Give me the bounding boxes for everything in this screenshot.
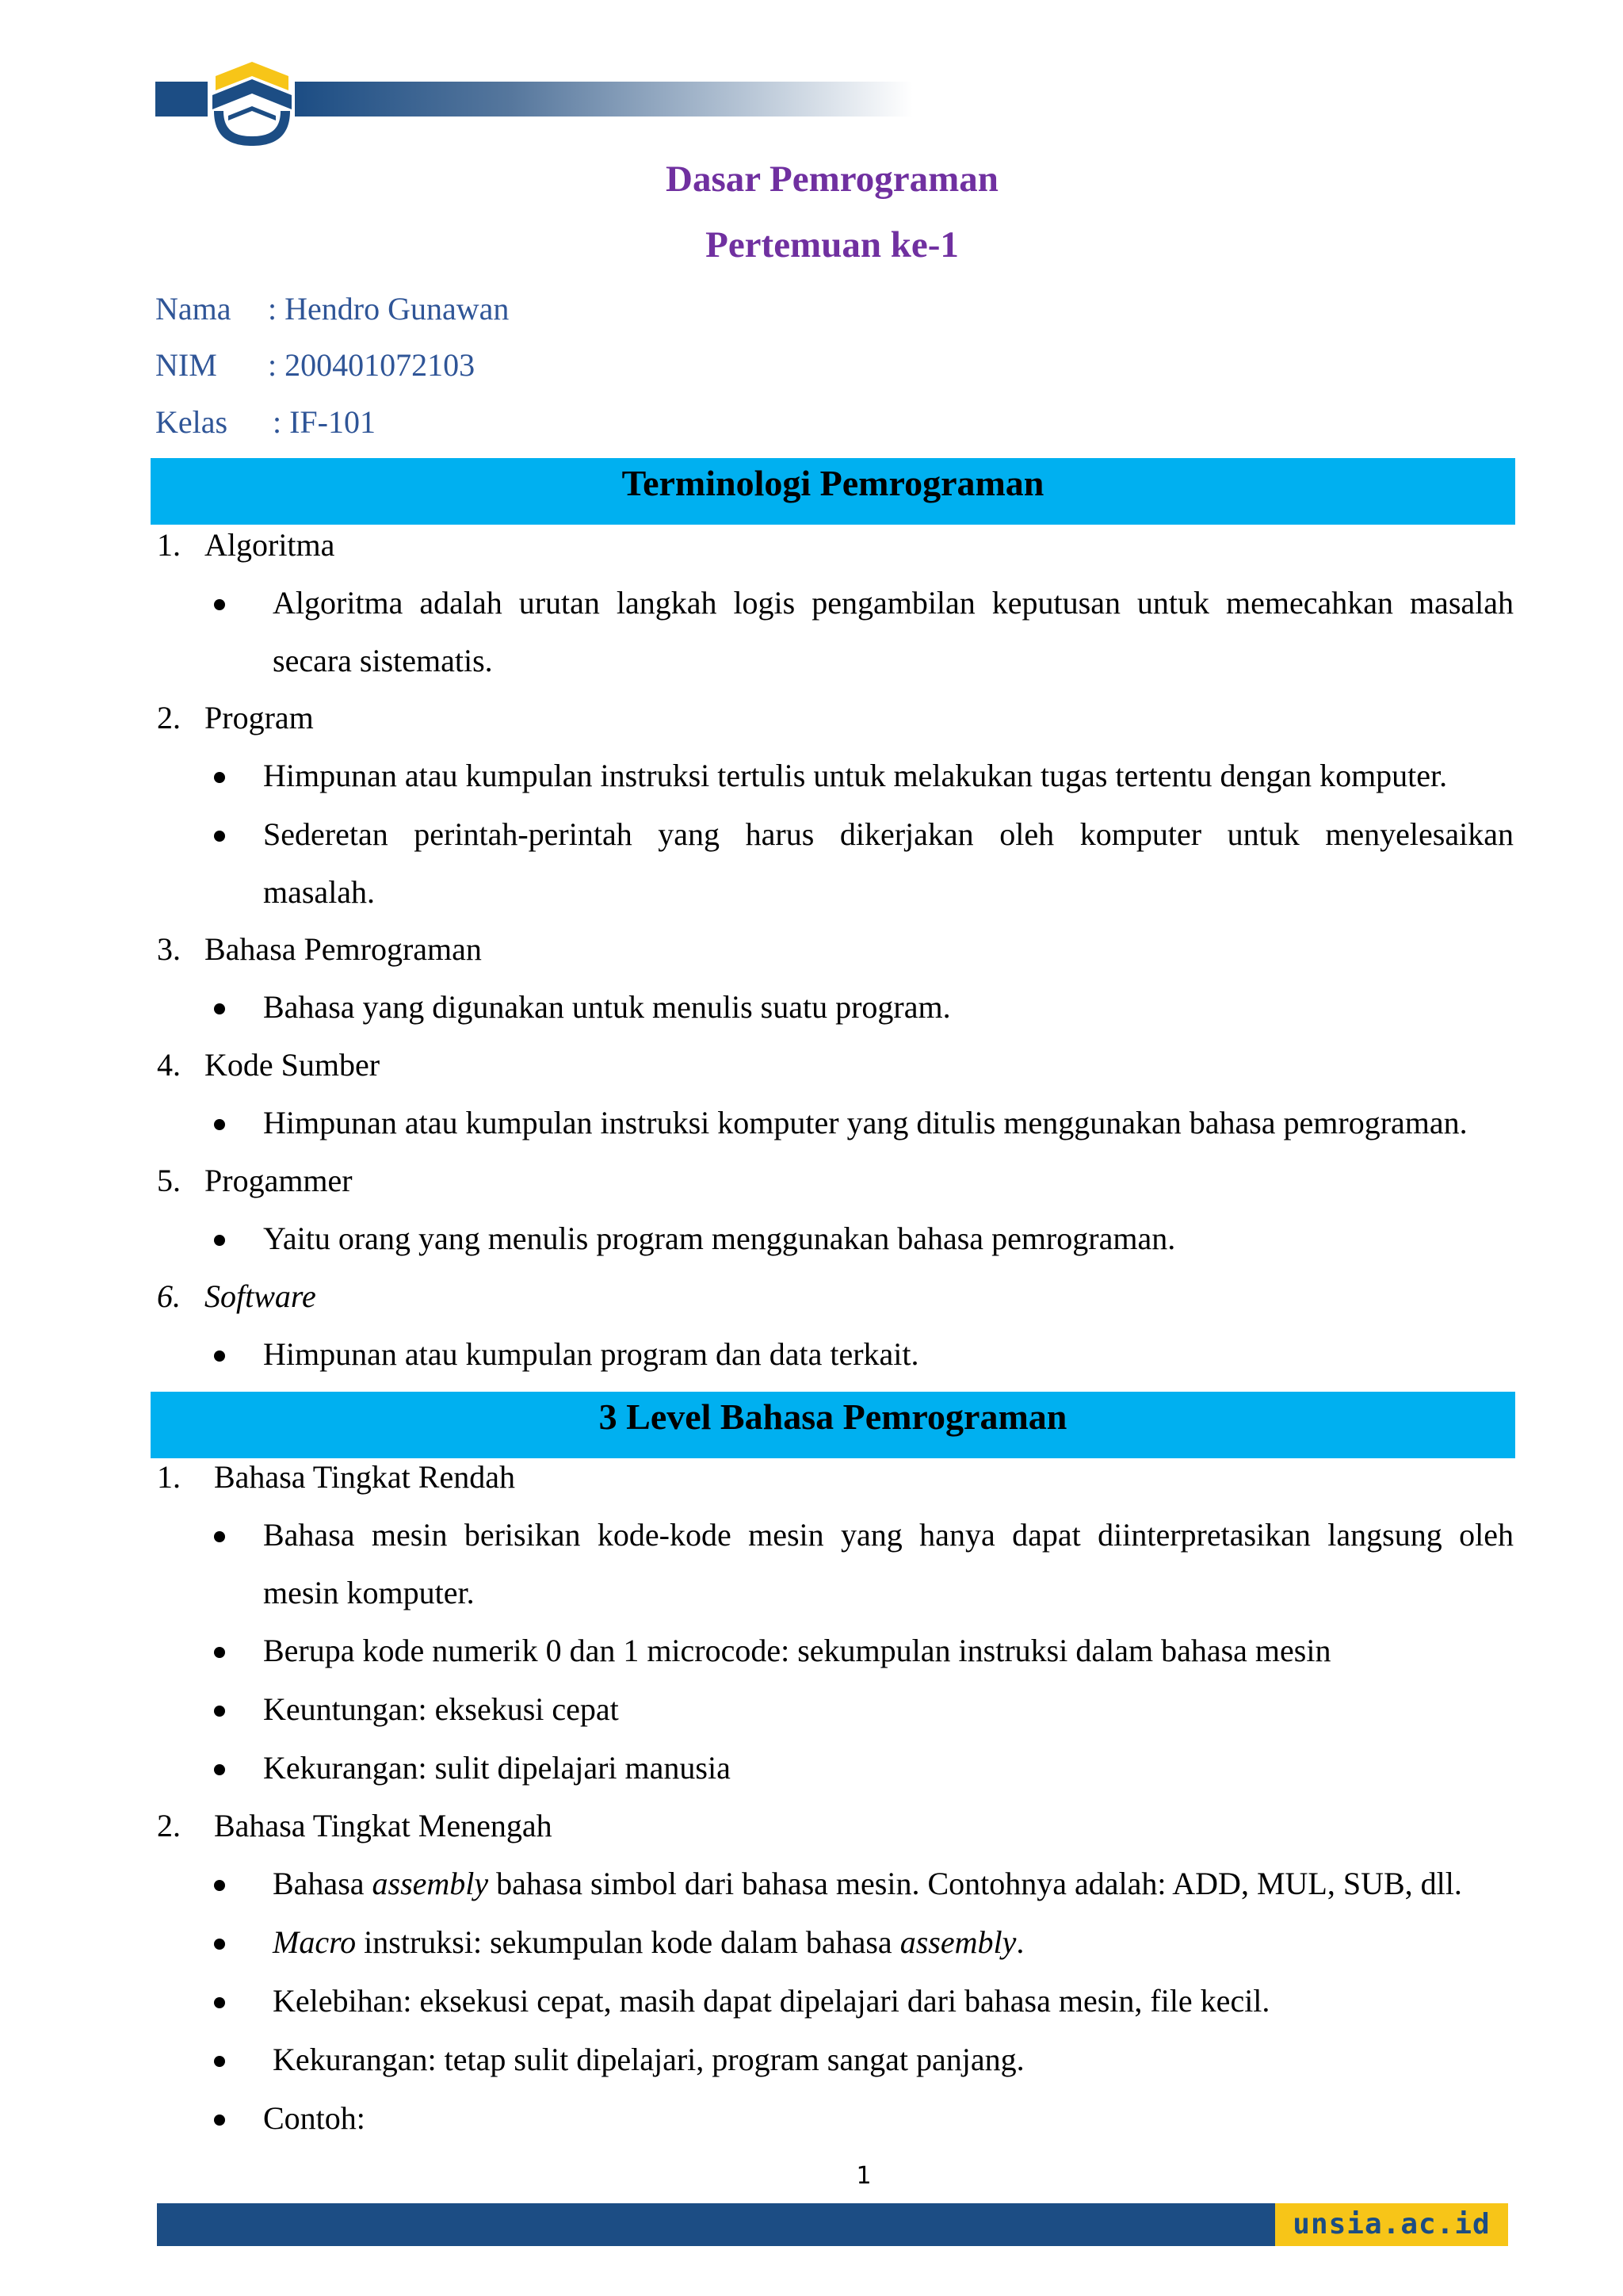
- term-definition: Yaitu orang yang menulis program menggunakan bahasa pemrograman.: [263, 1221, 1176, 1256]
- header-accent-square: [155, 82, 208, 117]
- text-run: .: [1016, 1924, 1025, 1960]
- section-heading-level-bahasa: 3 Level Bahasa Pemrograman: [151, 1392, 1515, 1458]
- term-software: Software: [204, 1278, 316, 1314]
- section-heading-terminologi: Terminologi Pemrograman: [151, 458, 1515, 525]
- italic-term: assembly: [899, 1924, 1017, 1960]
- student-nim-row: [155, 345, 475, 386]
- level-description: Berupa kode numerik 0 dan 1 microcode: sekumpulan instruksi dalam bahasa mesin: [263, 1633, 1331, 1668]
- term-definition: Algoritma adalah urutan langkah logis pengambilan keputusan untuk memecahkan masalah: [273, 585, 1514, 621]
- bullet-icon: [214, 1997, 225, 2008]
- level-description-continued: mesin komputer.: [263, 1575, 475, 1610]
- page-number: 1: [856, 2162, 872, 2190]
- student-name-row: [155, 288, 509, 330]
- term-bahasa-pemrograman: Bahasa Pemrograman: [204, 931, 482, 967]
- list-number: 1.: [157, 527, 181, 563]
- term-kode-sumber: Kode Sumber: [204, 1047, 380, 1083]
- level-description: [273, 1922, 1024, 1963]
- text-run: bahasa simbol dari bahasa mesin. Contohnya adalah: ADD, MUL, SUB, dll.: [488, 1866, 1462, 1901]
- text-run: Bahasa: [273, 1866, 372, 1901]
- italic-term: assembly: [372, 1866, 489, 1901]
- bullet-icon: [214, 1706, 225, 1717]
- term-definition: Himpunan atau kumpulan instruksi komputer yang ditulis menggunakan bahasa pemrograman.: [263, 1105, 1468, 1140]
- italic-term: Macro: [273, 1924, 357, 1960]
- bullet-icon: [214, 2115, 225, 2126]
- bullet-icon: [214, 1939, 225, 1950]
- list-number: 1.: [157, 1459, 181, 1495]
- level-bahasa-tingkat-menengah: Bahasa Tingkat Menengah: [214, 1808, 552, 1843]
- bullet-icon: [214, 1350, 225, 1362]
- list-number: 4.: [157, 1047, 181, 1083]
- level-bahasa-tingkat-rendah: Bahasa Tingkat Rendah: [214, 1459, 515, 1495]
- level-description: Kekurangan: tetap sulit dipelajari, program sangat panjang.: [273, 2042, 1025, 2077]
- term-definition: Himpunan atau kumpulan program dan data terkait.: [263, 1336, 919, 1372]
- level-description: Kelebihan: eksekusi cepat, masih dapat dipelajari dari bahasa mesin, file kecil.: [273, 1983, 1270, 2019]
- document-title: Dasar Pemrograman: [666, 159, 999, 200]
- term-algoritma: Algoritma: [204, 527, 335, 563]
- bullet-icon: [214, 1235, 225, 1246]
- list-number: 5.: [157, 1163, 181, 1198]
- term-definition-continued: secara sistematis.: [273, 643, 493, 678]
- term-definition: Bahasa yang digunakan untuk menulis suatu program.: [263, 989, 951, 1025]
- bullet-icon: [214, 2056, 225, 2067]
- student-nim-label: NIM: [155, 347, 217, 383]
- list-number: 3.: [157, 931, 181, 967]
- level-description: [273, 1863, 1462, 1904]
- bullet-icon: [214, 1531, 225, 1542]
- document-subtitle: Pertemuan ke-1: [705, 224, 959, 266]
- bullet-icon: [214, 772, 225, 783]
- list-number: 2.: [157, 1808, 181, 1843]
- bullet-icon: [214, 1647, 225, 1658]
- student-name-value: : Hendro Gunawan: [268, 291, 510, 327]
- header-gradient-bar: [295, 82, 913, 117]
- unsia-logo-icon: [209, 60, 295, 147]
- term-definition: Himpunan atau kumpulan instruksi tertulis untuk melakukan tugas tertentu dengan komputer.: [263, 758, 1448, 793]
- term-definition: Sederetan perintah-perintah yang harus dikerjakan oleh komputer untuk menyelesaikan: [263, 816, 1514, 852]
- footer-bar: [157, 2203, 1275, 2246]
- student-nim-value: : 200401072103: [268, 347, 475, 383]
- bullet-icon: [214, 1764, 225, 1775]
- list-number: 6.: [157, 1278, 181, 1314]
- student-class-row: [155, 402, 376, 443]
- bullet-icon: [214, 1880, 225, 1891]
- bullet-icon: [214, 1119, 225, 1130]
- student-class-value: : IF-101: [273, 404, 376, 440]
- level-description: Bahasa mesin berisikan kode-kode mesin yang hanya dapat diinterpretasikan langsung oleh: [263, 1517, 1514, 1553]
- text-run: instruksi: sekumpulan kode dalam bahasa: [356, 1924, 900, 1960]
- level-description: Keuntungan: eksekusi cepat: [263, 1691, 619, 1727]
- bullet-icon: [214, 1003, 225, 1014]
- student-name-label: Nama: [155, 291, 231, 327]
- list-number: 2.: [157, 700, 181, 735]
- bullet-icon: [214, 831, 225, 842]
- footer-site-badge: unsia.ac.id: [1275, 2203, 1508, 2246]
- level-description: Kekurangan: sulit dipelajari manusia: [263, 1750, 731, 1786]
- student-class-label: Kelas: [155, 404, 228, 440]
- bullet-icon: [214, 599, 225, 610]
- term-program: Program: [204, 700, 314, 735]
- term-progammer: Progammer: [204, 1163, 353, 1198]
- level-description: Contoh:: [263, 2100, 365, 2136]
- term-definition-continued: masalah.: [263, 874, 376, 910]
